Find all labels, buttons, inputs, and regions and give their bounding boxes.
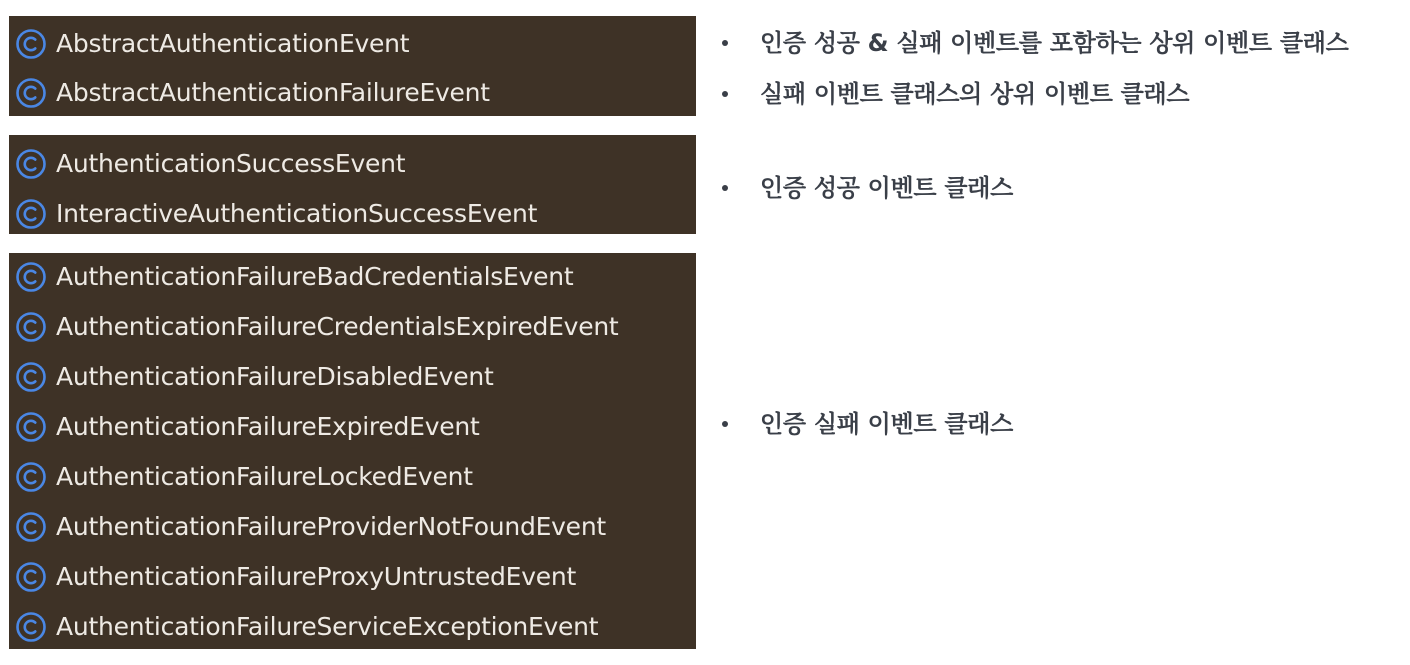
class-list-item[interactable] <box>15 307 618 347</box>
class-list-item[interactable] <box>15 24 409 64</box>
description-text: 인증 성공 이벤트 클래스 <box>760 174 1014 202</box>
class-name: AuthenticationFailureBadCredentialsEvent <box>56 262 574 291</box>
class-list-item[interactable] <box>15 407 480 447</box>
class-name: AbstractAuthenticationEvent <box>56 29 410 58</box>
class-list-item[interactable] <box>15 557 576 597</box>
description-bullet <box>717 404 1014 444</box>
class-icon <box>15 28 47 60</box>
class-icon <box>15 561 47 593</box>
class-name: AuthenticationFailureProxyUntrustedEvent <box>56 562 577 591</box>
class-icon <box>15 261 47 293</box>
abstract-events-panel <box>9 16 696 116</box>
class-name: AuthenticationFailureDisabledEvent <box>56 362 494 391</box>
class-list-item[interactable] <box>15 73 490 113</box>
failure-events-panel <box>9 253 696 649</box>
class-name: AbstractAuthenticationFailureEvent <box>56 78 490 107</box>
class-icon <box>15 311 47 343</box>
success-events-panel <box>9 135 696 234</box>
class-name: AuthenticationFailureServiceExceptionEvent <box>56 612 599 641</box>
class-list-item[interactable] <box>15 457 473 497</box>
class-icon <box>15 198 47 230</box>
class-icon <box>15 511 47 543</box>
class-list-item[interactable] <box>15 607 598 647</box>
class-list-item[interactable] <box>15 144 405 184</box>
class-icon <box>15 77 47 109</box>
class-icon <box>15 411 47 443</box>
description-text: 실패 이벤트 클래스의 상위 이벤트 클래스 <box>760 80 1190 108</box>
class-name: InteractiveAuthenticationSuccessEvent <box>56 199 538 228</box>
class-list-item[interactable] <box>15 257 573 297</box>
class-name: AuthenticationSuccessEvent <box>56 149 406 178</box>
class-name: AuthenticationFailureLockedEvent <box>56 462 473 491</box>
class-list-item[interactable] <box>15 357 494 397</box>
class-name: AuthenticationFailureExpiredEvent <box>56 412 480 441</box>
bullet-dot-icon <box>722 421 728 427</box>
description-text: 인증 성공 & 실패 이벤트를 포함하는 상위 이벤트 클래스 <box>760 29 1349 57</box>
class-icon <box>15 361 47 393</box>
description-text: 인증 실패 이벤트 클래스 <box>760 410 1014 438</box>
bullet-dot-icon <box>722 185 728 191</box>
class-list-item[interactable] <box>15 507 606 547</box>
class-name: AuthenticationFailureCredentialsExpiredEvent <box>56 312 619 341</box>
class-icon <box>15 148 47 180</box>
description-bullet <box>717 74 1190 114</box>
description-bullet <box>717 168 1014 208</box>
bullet-dot-icon <box>722 91 728 97</box>
description-bullet <box>717 23 1349 63</box>
class-icon <box>15 611 47 643</box>
bullet-dot-icon <box>722 40 728 46</box>
class-name: AuthenticationFailureProviderNotFoundEvent <box>56 512 606 541</box>
class-list-item[interactable] <box>15 194 537 234</box>
class-icon <box>15 461 47 493</box>
